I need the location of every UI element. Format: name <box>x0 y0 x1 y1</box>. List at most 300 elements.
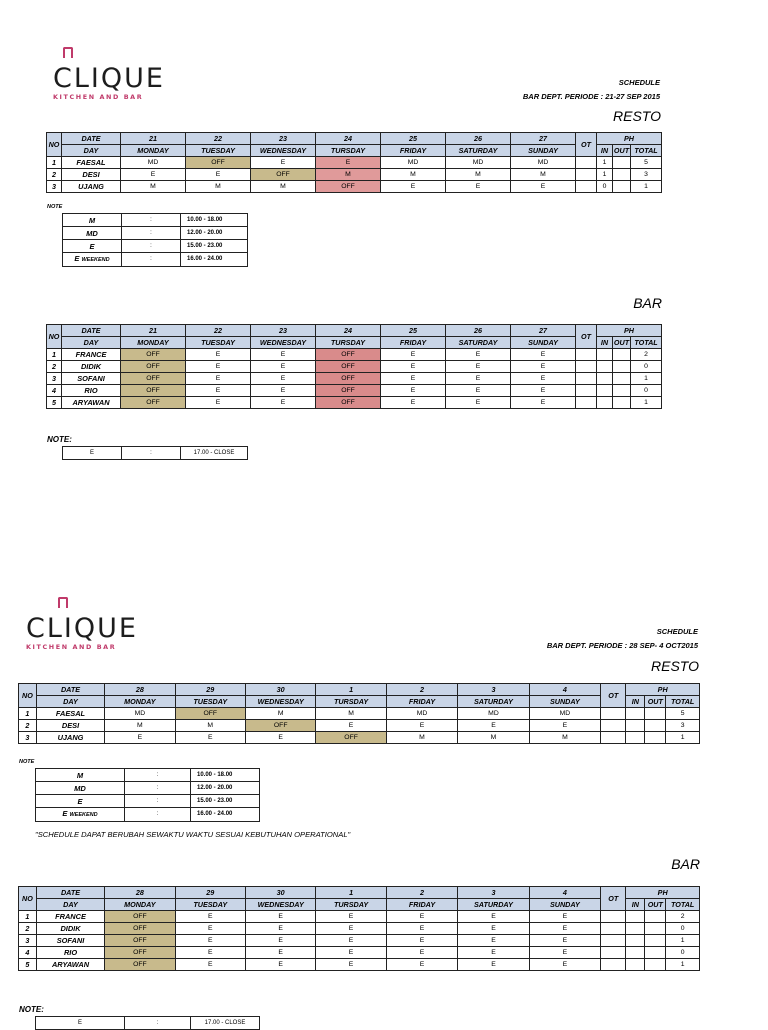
shift-cell: OFF <box>121 385 186 397</box>
day-cell: TUESDAY <box>175 696 245 708</box>
shift-cell: E <box>316 959 386 971</box>
shift-cell: MD <box>386 708 457 720</box>
logo-subtitle: KITCHEN AND BAR <box>53 93 144 101</box>
shift-cell: OFF <box>105 911 175 923</box>
out-cell <box>645 720 666 732</box>
employee-name: DESI <box>62 169 121 181</box>
out-cell <box>613 169 631 181</box>
day-header: DAY <box>62 145 121 157</box>
no-header: NO <box>47 133 62 157</box>
total-header: TOTAL <box>666 899 700 911</box>
key-row <box>36 782 260 795</box>
schedule-label: SCHEDULE <box>618 78 660 87</box>
shift-cell: MD <box>121 157 186 169</box>
header-row <box>19 899 700 911</box>
shift-code-text: MD <box>86 228 98 238</box>
day-cell: SATURDAY <box>458 696 529 708</box>
shift-cell: OFF <box>245 720 315 732</box>
shift-cell: E <box>186 361 251 373</box>
ot-cell <box>601 947 626 959</box>
day-cell: TUESDAY <box>186 145 251 157</box>
shift-code <box>63 214 122 227</box>
date-header: DATE <box>62 133 121 145</box>
row-number: 3 <box>47 373 62 385</box>
shift-cell: E <box>529 935 600 947</box>
date-cell: 25 <box>381 133 446 145</box>
date-cell: 4 <box>529 684 600 696</box>
ot-cell <box>576 157 597 169</box>
out-cell <box>645 947 666 959</box>
out-cell <box>613 157 631 169</box>
ot-cell <box>576 397 597 409</box>
logo-subtitle: KITCHEN AND BAR <box>26 643 117 651</box>
shift-time: 15.00 - 23.00 <box>181 240 248 253</box>
date-cell: 24 <box>316 325 381 337</box>
day-cell: WEDNESDAY <box>251 337 316 349</box>
shift-cell: OFF <box>175 708 245 720</box>
shift-cell: MD <box>458 708 529 720</box>
shift-cell: E <box>175 935 245 947</box>
shift-cell: OFF <box>121 361 186 373</box>
shift-cell: E <box>511 385 576 397</box>
key-row <box>63 214 248 227</box>
out-cell <box>645 911 666 923</box>
employee-name: FRANCE <box>36 911 104 923</box>
date-cell: 28 <box>105 887 175 899</box>
in-header: IN <box>597 337 613 349</box>
bar-key-table <box>62 446 248 460</box>
shift-cell: E <box>458 935 529 947</box>
ot-header: OT <box>576 133 597 157</box>
day-cell: MONDAY <box>121 337 186 349</box>
bar-schedule-table <box>18 886 700 971</box>
total-cell: 1 <box>666 935 700 947</box>
out-cell <box>613 373 631 385</box>
shift-cell: E <box>458 923 529 935</box>
date-cell: 22 <box>186 133 251 145</box>
ot-cell <box>601 708 626 720</box>
shift-cell: OFF <box>251 169 316 181</box>
shift-cell: E <box>175 947 245 959</box>
day-cell: FRIDAY <box>381 145 446 157</box>
header-row <box>19 887 700 899</box>
date-header: DATE <box>62 325 121 337</box>
shift-code <box>36 769 125 782</box>
key-separator: : <box>125 795 191 808</box>
total-cell: 1 <box>631 373 662 385</box>
total-cell: 0 <box>631 385 662 397</box>
shift-cell: OFF <box>105 947 175 959</box>
bar-schedule-table <box>46 324 662 409</box>
date-cell: 25 <box>381 325 446 337</box>
shift-cell: E <box>245 935 315 947</box>
bar-note-label: NOTE: <box>19 1005 44 1014</box>
day-cell: SATURDAY <box>446 337 511 349</box>
row-number: 3 <box>47 181 62 193</box>
table-row <box>47 385 662 397</box>
shift-cell: M <box>446 169 511 181</box>
in-cell <box>626 720 645 732</box>
ph-header: PH <box>597 133 662 145</box>
in-cell: 0 <box>597 181 613 193</box>
date-cell: 29 <box>175 684 245 696</box>
key-separator: : <box>125 1017 191 1030</box>
shift-cell: E <box>446 181 511 193</box>
shift-cell: E <box>446 385 511 397</box>
shift-code-text: E <box>74 254 80 263</box>
shift-cell: MD <box>511 157 576 169</box>
shift-cell: E <box>386 911 457 923</box>
row-number: 1 <box>19 911 37 923</box>
out-header: OUT <box>613 337 630 347</box>
day-cell: TURSDAY <box>316 899 386 911</box>
note-label: NOTE <box>47 204 63 210</box>
date-cell: 22 <box>186 325 251 337</box>
shift-cell: E <box>458 947 529 959</box>
no-header: NO <box>19 684 37 708</box>
shift-cell: E <box>511 349 576 361</box>
clique-logo <box>53 47 165 101</box>
day-cell: SATURDAY <box>458 899 529 911</box>
bar-title: BAR <box>633 295 662 311</box>
shift-time: 16.00 - 24.00 <box>181 253 248 267</box>
key-separator: : <box>125 769 191 782</box>
header-row <box>47 337 662 349</box>
in-cell <box>626 732 645 744</box>
shift-cell: M <box>251 181 316 193</box>
out-header: OUT <box>645 899 666 911</box>
day-cell: SATURDAY <box>446 145 511 157</box>
no-header: NO <box>19 887 37 911</box>
key-row <box>36 1017 260 1030</box>
total-cell: 1 <box>631 181 662 193</box>
day-cell: TUESDAY <box>175 899 245 911</box>
date-header: DATE <box>36 684 104 696</box>
shift-cell: E <box>186 373 251 385</box>
shift-cell: E <box>175 959 245 971</box>
key-row <box>36 808 260 822</box>
shift-cell: E <box>251 397 316 409</box>
employee-name: DIDIK <box>36 923 104 935</box>
day-cell: TUESDAY <box>186 337 251 349</box>
shift-cell: E <box>245 911 315 923</box>
resto-title: RESTO <box>651 658 699 674</box>
shift-cell: E <box>529 720 600 732</box>
day-cell: SUNDAY <box>511 337 576 349</box>
resto-schedule-table <box>46 132 662 193</box>
row-number: 4 <box>47 385 62 397</box>
in-cell <box>626 911 645 923</box>
schedule-disclaimer: "SCHEDULE DAPAT BERUBAH SEWAKTU WAKTU SESUAI KEBUTUHAN OPERATIONAL" <box>35 830 351 839</box>
shift-cell: M <box>316 169 381 181</box>
header-row <box>19 696 700 708</box>
shift-cell: OFF <box>105 959 175 971</box>
shift-cell: M <box>458 732 529 744</box>
shift-code <box>63 240 122 253</box>
shift-cell: E <box>529 911 600 923</box>
ot-header: OT <box>576 325 597 349</box>
shift-time: 12.00 - 20.00 <box>191 782 260 795</box>
row-number: 3 <box>19 732 37 744</box>
shift-cell: E <box>316 720 386 732</box>
employee-name: UJANG <box>36 732 104 744</box>
table-row <box>47 361 662 373</box>
shift-cell: E <box>251 373 316 385</box>
in-header: IN <box>597 145 613 157</box>
shift-cell: M <box>529 732 600 744</box>
wine-glass-icon <box>58 597 68 608</box>
employee-name: ARYAWAN <box>62 397 121 409</box>
employee-name: RIO <box>62 385 121 397</box>
date-cell: 29 <box>175 887 245 899</box>
date-cell: 26 <box>446 133 511 145</box>
table-row <box>19 959 700 971</box>
shift-cell: E <box>251 361 316 373</box>
shift-cell: E <box>175 911 245 923</box>
out-cell <box>613 385 631 397</box>
table-row <box>19 911 700 923</box>
shift-cell: E <box>458 911 529 923</box>
ot-cell <box>576 181 597 193</box>
in-cell: 1 <box>597 157 613 169</box>
shift-cell: E <box>245 732 315 744</box>
shift-cell: MD <box>381 157 446 169</box>
shift-time: 16.00 - 24.00 <box>191 808 260 822</box>
table-row <box>47 397 662 409</box>
shift-key-table <box>35 768 260 822</box>
ph-header: PH <box>626 684 700 696</box>
shift-time: 10.00 - 18.00 <box>181 214 248 227</box>
key-row <box>63 240 248 253</box>
total-header: TOTAL <box>631 145 662 157</box>
in-cell <box>626 923 645 935</box>
shift-cell: OFF <box>121 373 186 385</box>
key-separator: : <box>122 253 181 267</box>
shift-cell: E <box>446 361 511 373</box>
day-cell: WEDNESDAY <box>251 145 316 157</box>
shift-cell: OFF <box>186 157 251 169</box>
in-cell <box>597 397 613 409</box>
shift-code <box>36 782 125 795</box>
shift-cell: E <box>446 397 511 409</box>
shift-cell: M <box>175 720 245 732</box>
total-cell: 3 <box>631 169 662 181</box>
employee-name: DESI <box>36 720 104 732</box>
shift-cell: E <box>121 169 186 181</box>
shift-cell: E <box>316 947 386 959</box>
day-header: DAY <box>36 696 104 708</box>
total-cell: 1 <box>666 732 700 744</box>
shift-cell: M <box>386 732 457 744</box>
day-cell: WEDNESDAY <box>245 696 315 708</box>
bar-title: BAR <box>671 856 700 872</box>
bar-key-table <box>35 1016 260 1030</box>
date-cell: 27 <box>511 325 576 337</box>
shift-time: 17.00 - CLOSE <box>181 447 248 460</box>
row-number: 2 <box>19 923 37 935</box>
employee-name: FRANCE <box>62 349 121 361</box>
date-cell: 2 <box>386 684 457 696</box>
total-header: TOTAL <box>666 696 700 708</box>
shift-code-text: E <box>89 241 95 251</box>
in-cell <box>626 959 645 971</box>
shift-cell: E <box>175 923 245 935</box>
shift-cell: E <box>386 935 457 947</box>
date-cell: 3 <box>458 887 529 899</box>
day-header: DAY <box>36 899 104 911</box>
shift-cell: E <box>529 959 600 971</box>
out-cell <box>613 361 631 373</box>
shift-code <box>63 227 122 240</box>
date-cell: 24 <box>316 133 381 145</box>
key-separator: : <box>122 214 181 227</box>
ot-header: OT <box>601 887 626 911</box>
day-cell: TURSDAY <box>316 337 381 349</box>
shift-cell: OFF <box>316 732 386 744</box>
date-cell: 23 <box>251 133 316 145</box>
shift-cell: OFF <box>316 385 381 397</box>
row-number: 4 <box>19 947 37 959</box>
employee-name: RIO <box>36 947 104 959</box>
shift-cell: E <box>386 923 457 935</box>
employee-name: UJANG <box>62 181 121 193</box>
shift-code <box>36 808 125 822</box>
table-row <box>47 157 662 169</box>
shift-cell: E <box>458 959 529 971</box>
header-row <box>19 684 700 696</box>
ot-cell <box>601 959 626 971</box>
out-header: OUT <box>613 145 630 155</box>
employee-name: FAESAL <box>62 157 121 169</box>
key-row <box>63 227 248 240</box>
shift-cell: OFF <box>316 397 381 409</box>
no-header: NO <box>47 325 62 349</box>
total-cell: 5 <box>666 708 700 720</box>
table-row <box>47 349 662 361</box>
shift-cell: E <box>446 349 511 361</box>
shift-cell: OFF <box>316 181 381 193</box>
table-row <box>47 181 662 193</box>
schedule-header <box>547 628 698 655</box>
out-cell <box>645 732 666 744</box>
resto-schedule-table <box>18 683 700 744</box>
shift-cell: MD <box>105 708 175 720</box>
shift-cell: OFF <box>316 361 381 373</box>
shift-cell: E <box>386 947 457 959</box>
day-cell: SUNDAY <box>511 145 576 157</box>
date-cell: 27 <box>511 133 576 145</box>
day-cell: FRIDAY <box>381 337 446 349</box>
shift-time: 15.00 - 23.00 <box>191 795 260 808</box>
out-header: OUT <box>645 696 666 708</box>
date-cell: 21 <box>121 325 186 337</box>
out-cell <box>613 349 631 361</box>
header-row <box>47 133 662 145</box>
shift-code-suffix: WEEKEND <box>69 812 98 818</box>
shift-cell: OFF <box>105 935 175 947</box>
ot-cell <box>576 361 597 373</box>
logo-word: CLIQUE <box>26 613 138 644</box>
shift-code: E <box>36 1017 125 1030</box>
table-row <box>19 732 700 744</box>
in-cell <box>626 708 645 720</box>
day-cell: MONDAY <box>105 899 175 911</box>
shift-cell: E <box>316 923 386 935</box>
shift-cell: E <box>316 157 381 169</box>
header-row <box>47 325 662 337</box>
employee-name: FAESAL <box>36 708 104 720</box>
shift-code-text: E <box>77 796 83 806</box>
table-row <box>47 169 662 181</box>
shift-cell: E <box>186 169 251 181</box>
shift-cell: E <box>186 385 251 397</box>
out-cell <box>613 181 631 193</box>
total-cell: 1 <box>631 397 662 409</box>
shift-code <box>63 253 122 267</box>
shift-cell: M <box>186 181 251 193</box>
clique-logo <box>26 597 138 651</box>
date-cell: 28 <box>105 684 175 696</box>
resto-title: RESTO <box>613 108 661 124</box>
date-header: DATE <box>36 887 104 899</box>
date-cell: 1 <box>316 887 386 899</box>
shift-cell: OFF <box>316 349 381 361</box>
shift-cell: E <box>105 732 175 744</box>
shift-cell: E <box>381 385 446 397</box>
shift-cell: E <box>446 373 511 385</box>
ot-cell <box>601 935 626 947</box>
shift-cell: M <box>381 169 446 181</box>
table-row <box>19 720 700 732</box>
shift-cell: E <box>381 361 446 373</box>
shift-cell: E <box>316 911 386 923</box>
row-number: 2 <box>19 720 37 732</box>
ot-cell <box>576 169 597 181</box>
ot-cell <box>601 720 626 732</box>
row-number: 2 <box>47 361 62 373</box>
in-cell <box>597 349 613 361</box>
shift-cell: E <box>381 373 446 385</box>
shift-cell: E <box>251 157 316 169</box>
shift-cell: E <box>511 361 576 373</box>
key-separator: : <box>122 240 181 253</box>
date-cell: 4 <box>529 887 600 899</box>
date-cell: 2 <box>386 887 457 899</box>
shift-code-suffix: WEEKEND <box>81 257 110 263</box>
shift-cell: E <box>458 720 529 732</box>
shift-cell: M <box>316 708 386 720</box>
in-cell <box>597 361 613 373</box>
date-cell: 3 <box>458 684 529 696</box>
logo-word: CLIQUE <box>53 63 165 94</box>
row-number: 3 <box>19 935 37 947</box>
shift-cell: OFF <box>121 397 186 409</box>
day-cell: SUNDAY <box>529 696 600 708</box>
date-cell: 23 <box>251 325 316 337</box>
shift-cell: E <box>245 923 315 935</box>
shift-cell: E <box>251 349 316 361</box>
shift-cell: M <box>511 169 576 181</box>
row-number: 1 <box>47 349 62 361</box>
total-cell: 5 <box>631 157 662 169</box>
shift-cell: M <box>121 181 186 193</box>
ot-cell <box>576 373 597 385</box>
header-row <box>47 145 662 157</box>
shift-cell: E <box>175 732 245 744</box>
in-header: IN <box>626 899 645 911</box>
shift-cell: E <box>186 397 251 409</box>
key-row <box>36 769 260 782</box>
